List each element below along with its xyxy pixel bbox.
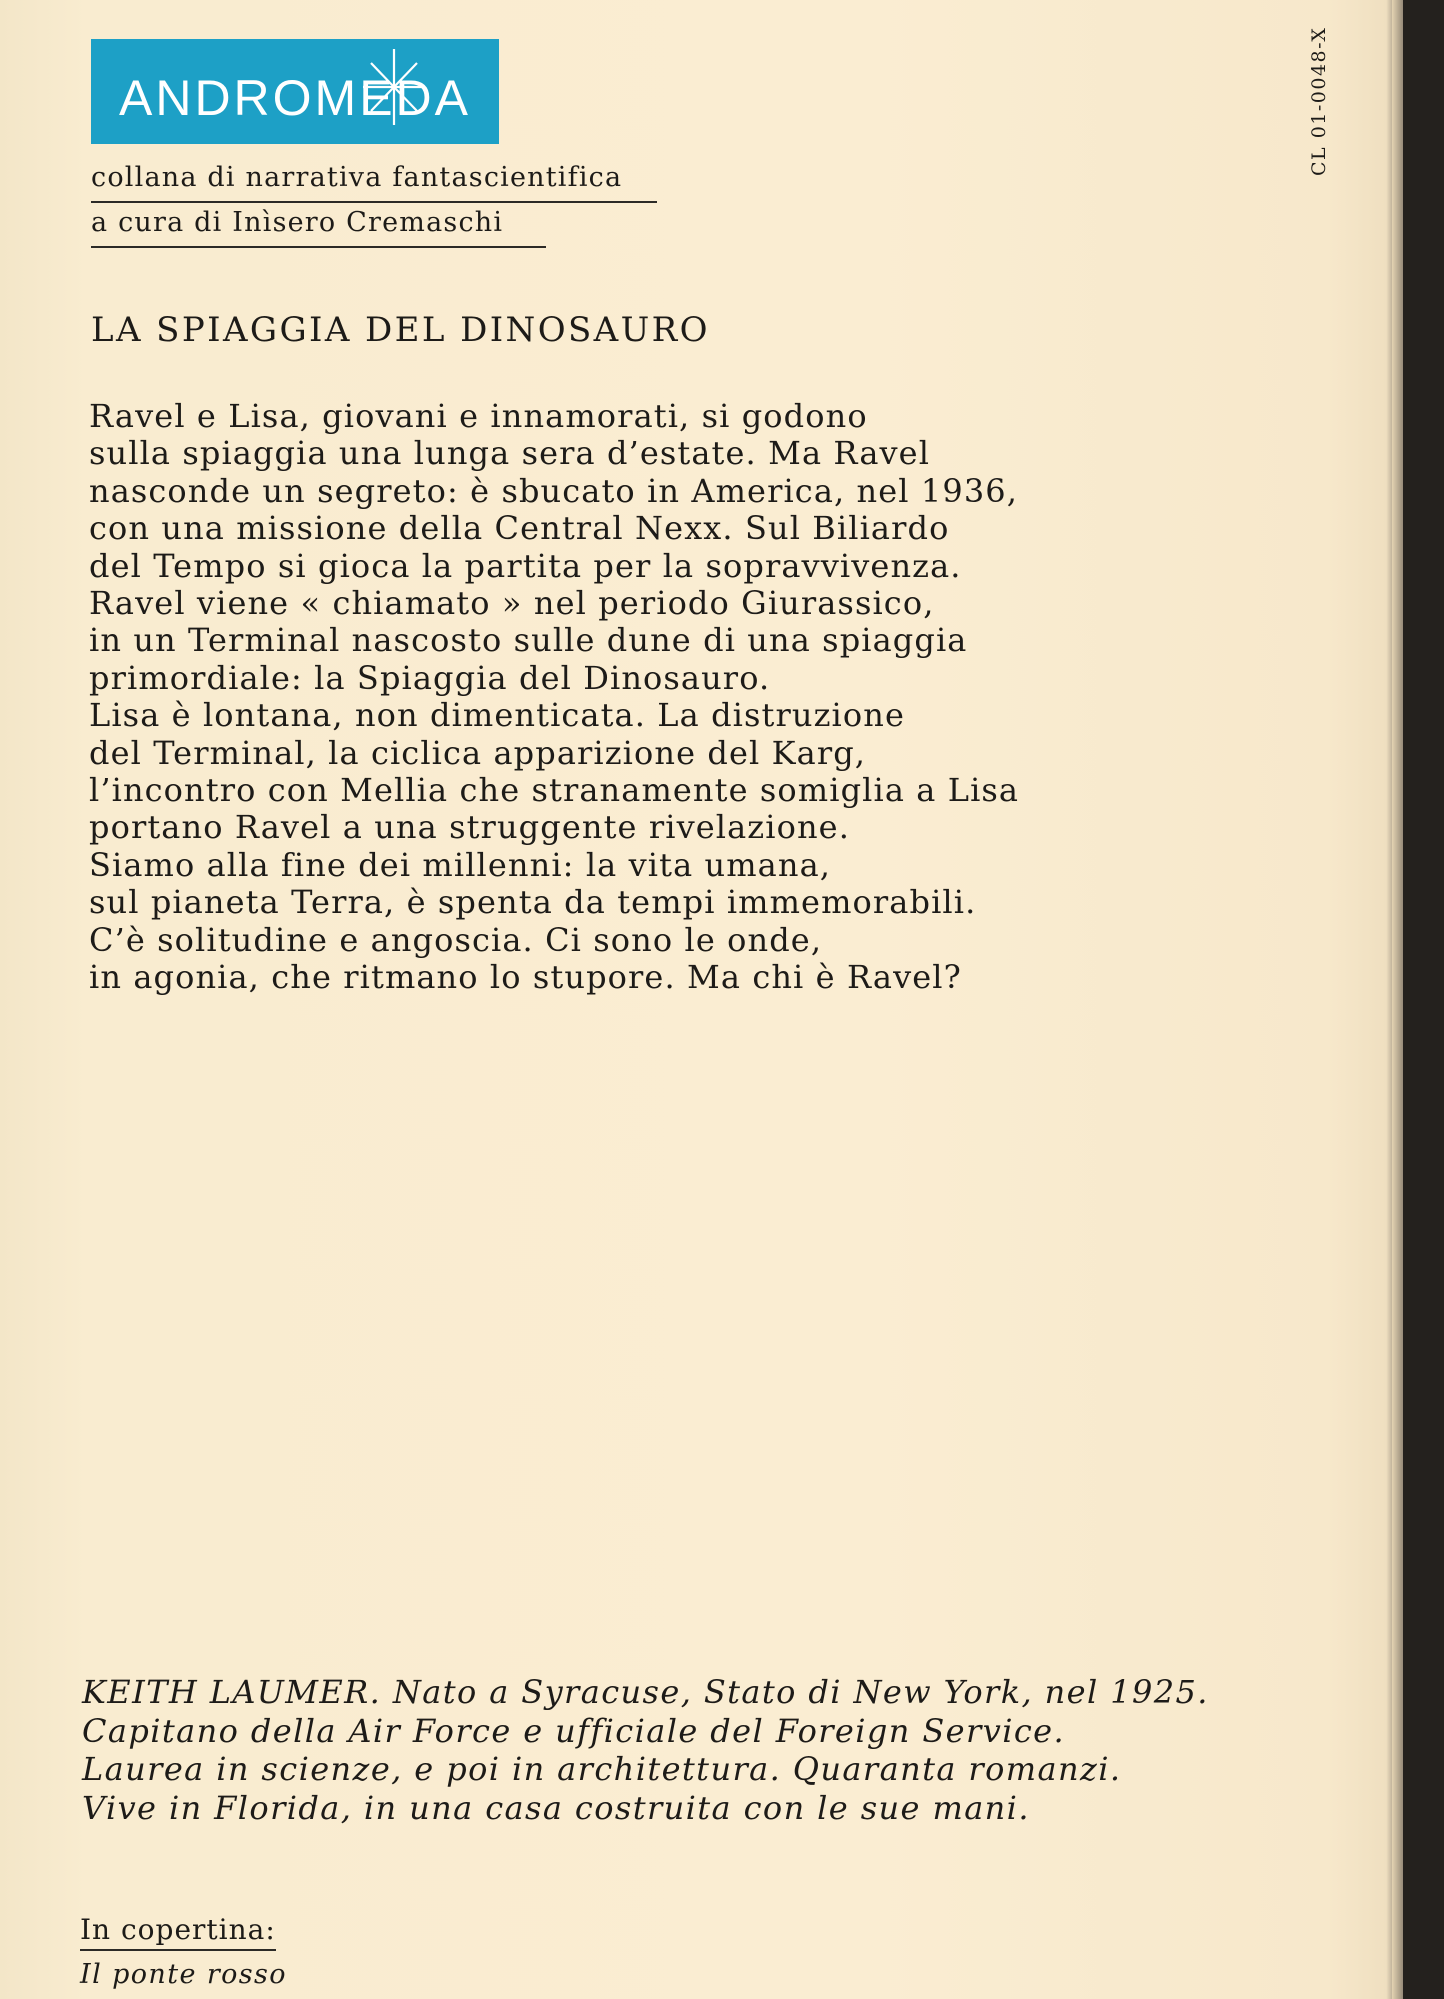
catalog-code: CL 01-0048-X [1308, 26, 1330, 176]
synopsis-line: Ravel viene « chiamato » nel periodo Giurassico, [89, 584, 935, 623]
synopsis-line: l’incontro con Mellia che stranamente somiglia a Lisa [89, 771, 1020, 810]
author-bio-line: Laurea in scienze, e poi in architettura. Quaranta romanzi. [82, 1750, 1122, 1788]
series-editor: a cura di Inìsero Cremaschi [91, 206, 546, 248]
andromeda-logo [91, 39, 499, 144]
logo-text: ANDROMEDA [118, 69, 472, 126]
author-bio-line: Capitano della Air Force e ufficiale del Foreign Service. [82, 1711, 1066, 1750]
synopsis-line: con una missione della Central Nexx. Sul Biliardo [89, 509, 950, 548]
synopsis-line: Siamo alla fine dei millenni: la vita umana, [89, 845, 832, 884]
synopsis-line: sulla spiaggia una lunga sera d’estate. Ma Ravel [89, 434, 931, 473]
synopsis-line: in un Terminal nascosto sulle dune di una spiaggia [89, 621, 968, 660]
synopsis-line: C’è solitudine e angoscia. Ci sono le onde, [89, 920, 823, 959]
cover-credit-label: In copertina: [80, 1913, 276, 1951]
author-bio [82, 1673, 1282, 1827]
synopsis-line: in agonia, che ritmano lo stupore. Ma chi è Ravel? [89, 958, 962, 997]
book-title: LA SPIAGGIA DEL DINOSAURO [91, 310, 710, 350]
synopsis-line: del Terminal, la ciclica apparizione del Karg, [89, 733, 867, 772]
synopsis-line: sul pianeta Terra, è spenta da tempi immemorabili. [89, 883, 977, 922]
synopsis-line: Lisa è lontana, non dimenticata. La distruzione [89, 696, 905, 735]
series-name: collana di narrativa fantascientifica [91, 161, 657, 203]
synopsis [89, 398, 1089, 997]
synopsis-line: nasconde un segreto: è sbucato in America, nel 1936, [89, 471, 1019, 510]
book-edge [1403, 0, 1444, 1999]
synopsis-line: Ravel e Lisa, giovani e innamorati, si godono [89, 397, 868, 435]
synopsis-line: primordiale: la Spiaggia del Dinosauro. [89, 658, 771, 697]
synopsis-line: del Tempo si gioca la partita per la sopravvivenza. [89, 546, 962, 585]
author-bio-line: Vive in Florida, in una casa costruita con le sue mani. [82, 1788, 1030, 1827]
synopsis-line: portano Ravel a una struggente rivelazione. [89, 808, 850, 847]
author-bio-line: KEITH LAUMER. Nato a Syracuse, Stato di New York, nel 1925. [82, 1673, 1209, 1711]
cover-credit-title: Il ponte rosso [80, 1959, 287, 1990]
